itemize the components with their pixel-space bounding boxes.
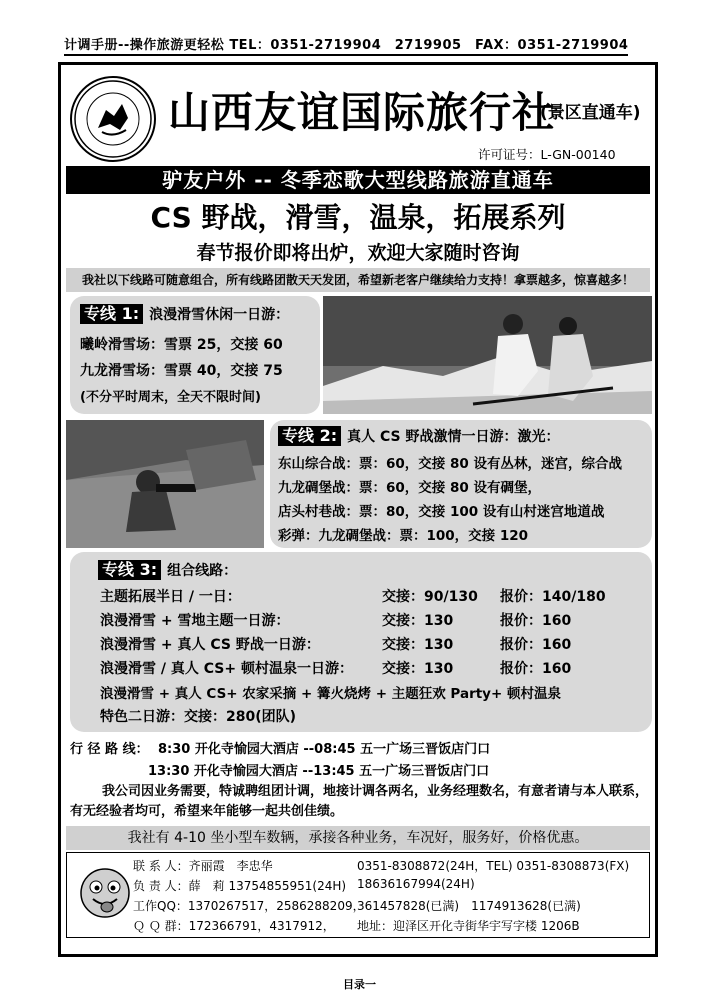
line3-title: 组合线路： bbox=[167, 563, 238, 579]
combo-row-price: 报价：140/180 bbox=[500, 589, 606, 605]
line1-header bbox=[80, 304, 289, 324]
line1-row: 九龙滑雪场：雪票 40，交接 75 bbox=[80, 363, 283, 379]
line3-panel bbox=[70, 552, 652, 732]
page-footer: 目录一 bbox=[343, 978, 376, 991]
combo-row-name: 浪漫滑雪 / 真人 CS+ 顿村温泉一日游： bbox=[100, 661, 353, 677]
combo-row-handover: 交接：130 bbox=[382, 661, 454, 677]
combo-row-handover: 交接：130 bbox=[382, 613, 454, 629]
line3-header bbox=[98, 560, 237, 580]
line1-tag: 专线 1: bbox=[80, 304, 143, 324]
company-logo bbox=[70, 76, 156, 162]
line1-panel bbox=[70, 296, 320, 414]
combo-row-name: 浪漫滑雪 + 雪地主题一日游： bbox=[100, 613, 290, 629]
line1-title: 浪漫滑雪休闲一日游： bbox=[149, 307, 290, 323]
combo-row-name: 浪漫滑雪 + 真人 CS 野战一日游： bbox=[100, 637, 320, 653]
combo-row-name: 主题拓展半日 / 一日： bbox=[100, 589, 241, 605]
subheadline: 春节报价即将出炉，欢迎大家随时咨询 bbox=[196, 242, 520, 264]
qq-groups: Ｑ Ｑ 群：172366791，4317912， bbox=[133, 919, 335, 933]
route-line-a: 8:30 开化寺愉园大酒店 --08:45 五一广场三晋饭店门口 bbox=[158, 742, 491, 757]
combo-row-price: 报价：160 bbox=[500, 661, 572, 677]
route-line-b: 13:30 开化寺愉园大酒店 --13:45 五一广场三晋饭店门口 bbox=[148, 764, 490, 779]
work-qq-more: 361457828(已满) 1174913628(已满) bbox=[357, 899, 581, 913]
contact-box bbox=[66, 852, 650, 938]
logo-emblem-icon bbox=[72, 78, 154, 160]
route-label: 行 径 路 线： bbox=[70, 742, 149, 757]
notice-strip: 我社以下线路可随意组合，所有线路团散天天发团，希望新老客户继续给力支持！拿票越多，惊喜越多！ bbox=[66, 268, 650, 292]
line2-row: 九龙碉堡战：票：60，交接 80 设有碉堡， bbox=[278, 480, 541, 496]
company-name: 山西友谊国际旅行社 bbox=[168, 88, 556, 137]
combo-long-row: 浪漫滑雪 + 真人 CS+ 农家采摘 + 篝火烧烤 + 主题狂欢 Party+ 顿村温泉 bbox=[100, 686, 561, 702]
line3-tag: 专线 3: bbox=[98, 560, 161, 580]
contact-phones: 0351-8308872(24H，TEL) 0351-8308873(FX) bbox=[357, 859, 630, 873]
manager-info: 负 责 人：薛 莉 13754855951(24H) bbox=[133, 879, 347, 893]
line2-row: 店头村巷战：票：80，交接 100 设有山村迷宫地道战 bbox=[278, 504, 605, 520]
header-contact-line: 计调手册--操作旅游更轻松 TEL：0351-2719904 2719905 FAX：0351-2719904 bbox=[64, 34, 628, 56]
line2-row: 东山综合战：票：60，交接 80 设有丛林，迷宫，综合战 bbox=[278, 456, 622, 472]
smiley-tongue-icon bbox=[79, 867, 131, 919]
combo-row-price: 报价：160 bbox=[500, 637, 572, 653]
license-number: 许可证号：L-GN-00140 bbox=[478, 147, 616, 162]
line2-panel bbox=[270, 420, 652, 548]
line1-row: (不分平时周末，全天不限时间) bbox=[80, 390, 261, 405]
line1-row: 曦岭滑雪场：雪票 25，交接 60 bbox=[80, 337, 283, 353]
headline: CS 野战，滑雪，温泉，拓展系列 bbox=[150, 201, 566, 234]
work-qq: 工作QQ：1370267517，2586288209， bbox=[133, 899, 365, 913]
manager-phone: 18636167994(24H) bbox=[357, 877, 475, 891]
skiing-photo bbox=[323, 296, 652, 414]
line2-header bbox=[278, 426, 559, 446]
recruitment-notice: 我公司因业务需要，特诚聘组团计调，地接计调各两名，业务经理数名，有意者请与本人联系，有无经验者均可，希望来年能够一起共创佳绩。 bbox=[70, 784, 649, 819]
line2-title: 真人 CS 野战激情一日游：激光： bbox=[347, 429, 560, 445]
contact-persons: 联 系 人：齐丽霞 李忠华 bbox=[133, 859, 273, 873]
cs-combat-photo bbox=[66, 420, 264, 548]
combo-row-handover: 交接：90/130 bbox=[382, 589, 478, 605]
company-subtitle: (景区直通车) bbox=[540, 103, 641, 123]
address: 地址：迎泽区开化寺街华宇写字楼 1206B bbox=[357, 919, 580, 933]
line2-row: 彩弹：九龙碉堡战：票：100，交接 120 bbox=[278, 528, 529, 544]
line2-tag: 专线 2: bbox=[278, 426, 341, 446]
combo-row-handover: 交接：130 bbox=[382, 637, 454, 653]
combo-extra-row: 特色二日游：交接：280(团队) bbox=[100, 709, 297, 725]
vehicle-notice: 我社有 4-10 坐小型车数辆，承接各种业务，车况好，服务好，价格优惠。 bbox=[66, 826, 650, 850]
combo-row-price: 报价：160 bbox=[500, 613, 572, 629]
promo-banner: 驴友户外 -- 冬季恋歌大型线路旅游直通车 bbox=[66, 166, 650, 194]
